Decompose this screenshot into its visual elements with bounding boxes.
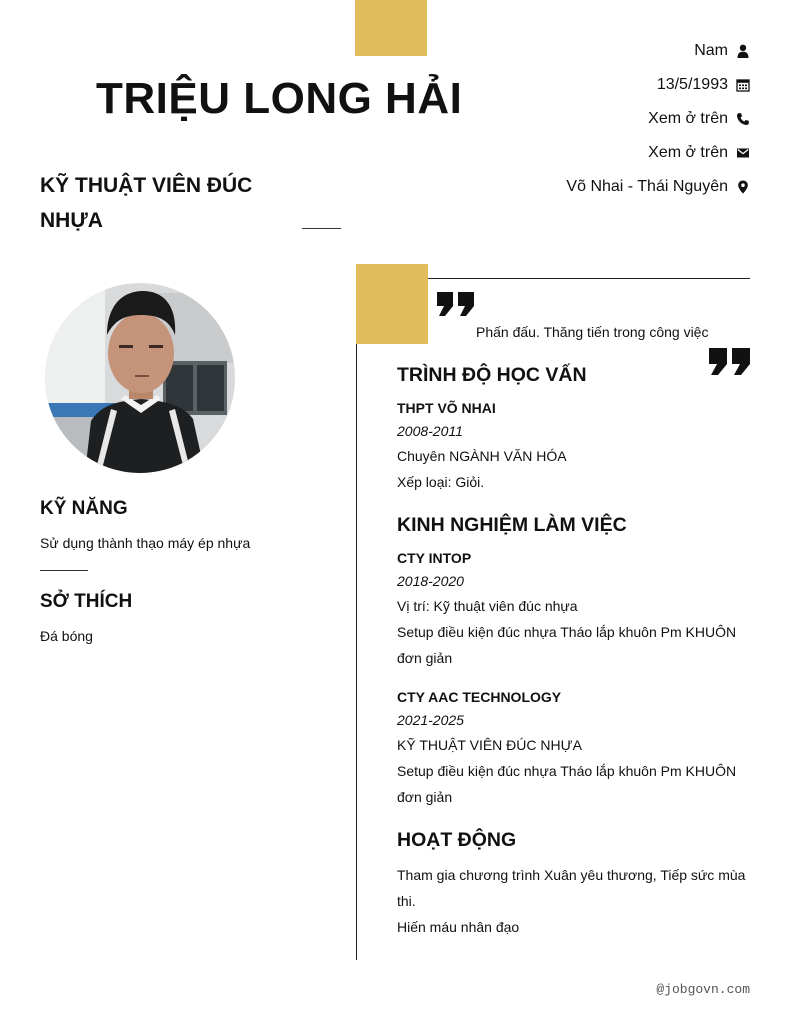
quote-close-icon <box>709 348 751 376</box>
quote-divider <box>428 278 750 279</box>
activity-item: Hiến máu nhân đạo <box>397 919 520 935</box>
footer-brand: @jobgovn.com <box>656 982 750 997</box>
job-company: CTY AAC TECHNOLOGY <box>397 689 562 705</box>
contact-email <box>648 144 750 162</box>
column-divider <box>356 344 357 960</box>
job-company: CTY INTOP <box>397 550 472 566</box>
email-value: Xem ở trên <box>648 144 728 161</box>
job-position: KỸ THUẬT VIÊN ĐÚC NHỰA <box>397 737 582 753</box>
job-title: KỸ THUẬT VIÊN ĐÚC NHỰA <box>40 174 253 232</box>
contact-gender <box>694 42 750 60</box>
quote-accent-block <box>356 264 428 344</box>
education-period: 2008-2011 <box>397 423 463 439</box>
quote-open-icon <box>437 292 475 318</box>
title-divider <box>302 228 341 229</box>
education-grade: Xếp loại: Giỏi. <box>397 474 485 490</box>
education-major: Chuyên NGÀNH VĂN HÓA <box>397 448 567 464</box>
job-period: 2021-2025 <box>397 712 464 728</box>
phone-icon <box>736 112 750 126</box>
skills-text: Sử dụng thành thạo máy ép nhựa <box>40 535 251 551</box>
skills-heading: KỸ NĂNG <box>40 498 128 519</box>
activity-item: Tham gia chương trình Xuân yêu thương, Tiếp sức mùa thi. <box>397 867 746 909</box>
contact-address <box>566 178 750 196</box>
profile-photo <box>45 283 235 473</box>
hobbies-text: Đá bóng <box>40 628 93 644</box>
education-school: THPT VÕ NHAI <box>397 400 496 416</box>
contact-birthdate <box>657 76 750 94</box>
job-position: Vị trí: Kỹ thuật viên đúc nhựa <box>397 598 578 614</box>
person-icon <box>736 44 750 58</box>
experience-heading: KINH NGHIỆM LÀM VIỆC <box>397 514 627 536</box>
hobbies-heading: SỞ THÍCH <box>40 591 133 612</box>
location-pin-icon <box>736 180 750 194</box>
activities-heading: HOẠT ĐỘNG <box>397 829 517 851</box>
address-value: Võ Nhai - Thái Nguyên <box>566 178 728 195</box>
email-icon <box>736 146 750 160</box>
career-objective: Phấn đấu. Thăng tiến trong công việc <box>476 324 709 340</box>
skills-divider <box>40 570 88 571</box>
job-description: Setup điều kiện đúc nhựa Tháo lắp khuôn Pm KHUÔN đơn giản <box>397 624 737 666</box>
birthdate-value: 13/5/1993 <box>656 76 728 93</box>
education-heading: TRÌNH ĐỘ HỌC VẤN <box>397 364 587 386</box>
phone-value: Xem ở trên <box>648 110 728 127</box>
job-description: Setup điều kiện đúc nhựa Tháo lắp khuôn Pm KHUÔN đơn giản <box>397 763 737 805</box>
candidate-name: TRIỆU LONG HẢI <box>96 74 463 123</box>
job-period: 2018-2020 <box>397 573 464 589</box>
gender-value: Nam <box>694 42 728 59</box>
calendar-icon <box>736 78 750 92</box>
top-accent-block <box>355 0 427 56</box>
contact-phone <box>648 110 750 128</box>
